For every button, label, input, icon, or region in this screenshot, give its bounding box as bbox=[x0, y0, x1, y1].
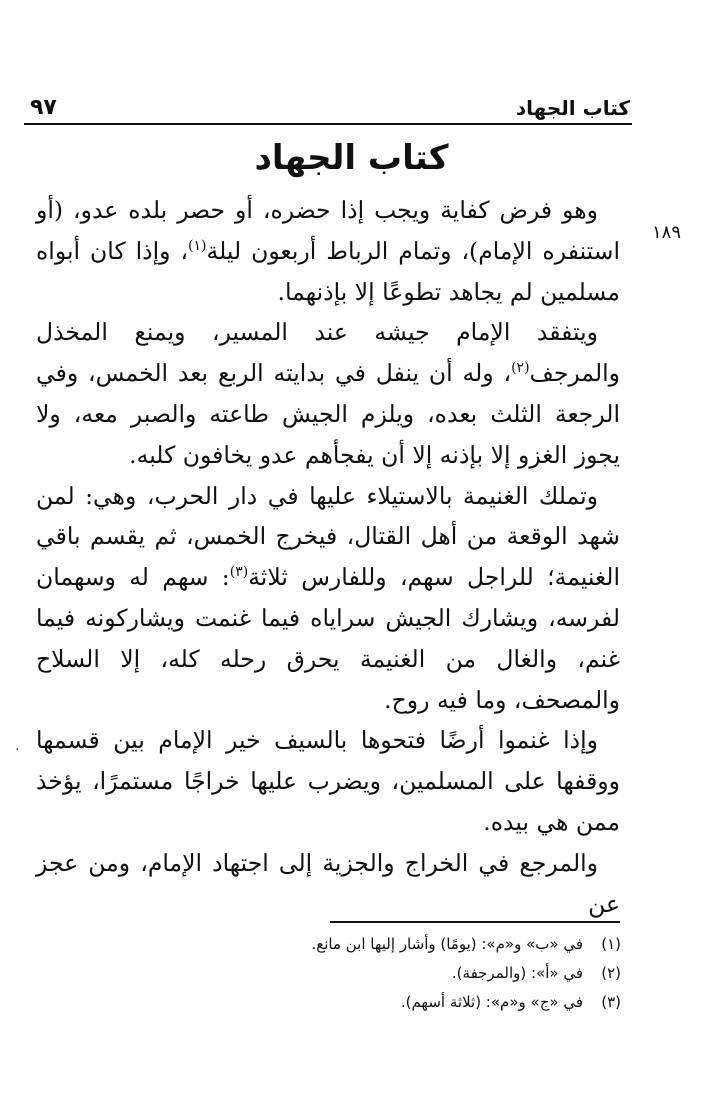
running-header bbox=[30, 86, 630, 120]
paragraph-2-text: ويتفقد الإمام جيشه عند المسير، ويمنع المخذل والمرجف bbox=[36, 318, 620, 388]
paragraph-5 bbox=[36, 843, 620, 925]
footnote-3 bbox=[121, 988, 621, 1017]
paragraph-2-text-continued: ، وله أن ينفل في بدايته الربع بعد الخمس، وفي الرجعة الثلث بعده، ويلزم الجيش طاعته والصبر معه، ولا يجوز الغزو إلا بإذنه إلا أن يفجأهم عدو يخافون كلبه. bbox=[36, 359, 620, 469]
paragraph-3-text: وتملك الغنيمة بالاستيلاء عليها في دار الحرب، وهي: لمن شهد الوقعة من أهل القتال، فيخرج الخمس، ثم يقسم باقي الغنيمة؛ للراجل سهم، وللفارس ثلاثة bbox=[36, 481, 620, 592]
footnote-number: (٣) bbox=[601, 993, 621, 1011]
paragraph-4 bbox=[36, 720, 620, 842]
footnote-text: في «ب» و«م»: (يومًا) وأشار إليها ابن مانع. bbox=[311, 935, 583, 953]
paragraph-2 bbox=[36, 312, 620, 475]
footnote-text: في «ج» و«م»: (ثلاثة أسهم). bbox=[400, 993, 583, 1011]
paragraph-3-text-continued: : سهم له وسهمان لفرسه، ويشارك الجيش سراياه فيما غنمت ويشاركونه فيما غنم، والغال من الغنيمة يحرق رحله كله، إلا السلاح والمصحف، وما فيه روح. bbox=[36, 563, 620, 714]
page-number: ٩٧ bbox=[30, 95, 57, 120]
footnote-number: (١) bbox=[601, 935, 621, 953]
paragraph-3 bbox=[36, 476, 620, 721]
margin-mark: · bbox=[15, 742, 20, 758]
footnote-number: (٢) bbox=[601, 964, 621, 982]
paragraph-1-text: وهو فرض كفاية ويجب إذا حضره، أو حصر بلده عدو، (أو استنفره الإمام)، وتمام الرباط أربعون ليلة bbox=[36, 196, 620, 265]
margin-line-number: ١٨٩ bbox=[651, 222, 681, 243]
footnote-marker-3: (٣) bbox=[229, 564, 249, 581]
footnote-marker-2: (٢) bbox=[511, 360, 530, 377]
header-rule bbox=[24, 123, 632, 125]
footnote-marker-1: (١) bbox=[188, 237, 207, 254]
footnote-text: في «أ»: (والمرجفة). bbox=[451, 964, 583, 982]
footnote-2 bbox=[121, 959, 621, 988]
paragraph-1-text-continued: ، وإذا كان أبواه مسلمين لم يجاهد تطوعًا إلا بإذنهما. bbox=[36, 236, 620, 306]
paragraph-5-text: والمرجع في الخراج والجزية إلى اجتهاد الإمام، ومن عجز عن bbox=[36, 848, 620, 918]
chapter-title: كتاب الجهاد bbox=[254, 138, 449, 178]
footnote-rule bbox=[330, 921, 620, 923]
footnotes bbox=[121, 930, 621, 1017]
running-title: كتاب الجهاد bbox=[515, 96, 630, 120]
paragraph-1 bbox=[36, 190, 620, 312]
paragraph-4-text: وإذا غنموا أرضًا فتحوها بالسيف خير الإمام بين قسمها ووقفها على المسلمين، ويضرب عليها خراجًا مستمرًا، يؤخذ ممن هي بيده. bbox=[36, 726, 620, 836]
footnote-1 bbox=[121, 930, 621, 959]
body-text bbox=[36, 190, 620, 924]
